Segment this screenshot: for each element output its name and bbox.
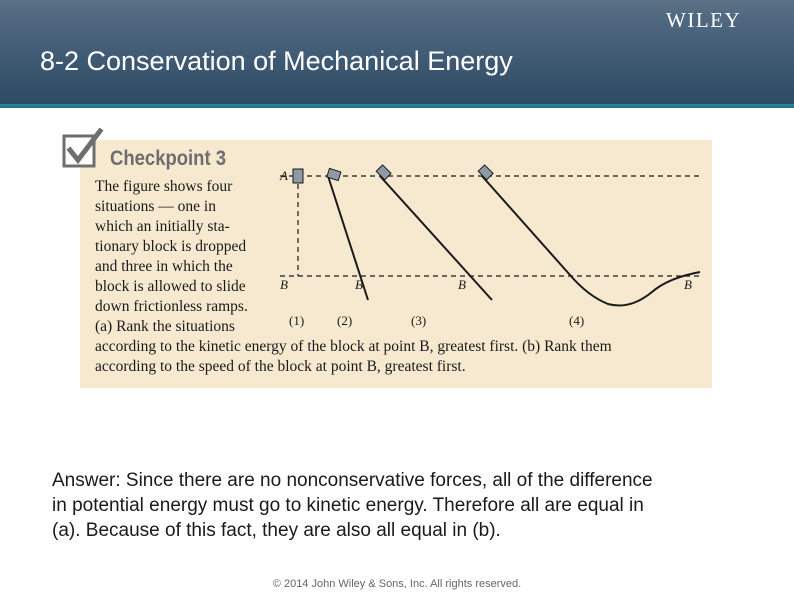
checkpoint-text-line: The figure shows four	[95, 178, 233, 195]
block-1	[293, 169, 303, 183]
checkpoint-text-line: according to the kinetic energy of the block at point B, greatest first. (b) Rank them	[95, 338, 612, 355]
wiley-logo: WILEY	[666, 8, 742, 32]
block-4	[478, 165, 493, 180]
point-b-label-1: B	[280, 277, 288, 292]
ramps-figure	[270, 160, 710, 340]
point-a-label: A	[280, 168, 288, 183]
copyright-footer: © 2014 John Wiley & Sons, Inc. All rights reserved.	[272, 578, 522, 590]
point-b-label-3: B	[458, 277, 466, 292]
checkpoint-title: Checkpoint 3	[110, 147, 227, 170]
answer-line: (a). Because of this fact, they are also all equal in (b).	[52, 520, 501, 541]
slide-title: 8-2 Conservation of Mechanical Energy	[40, 46, 513, 76]
checkpoint-text-line: which an initially sta-	[95, 218, 230, 235]
answer-line: in potential energy must go to kinetic energy. Therefore all are equal in	[52, 495, 644, 516]
situation-label-3: (3)	[411, 313, 427, 328]
answer-line: Answer: Since there are no nonconservative forces, all of the difference	[52, 470, 653, 491]
answer-text	[52, 468, 772, 543]
ramp-4	[482, 176, 700, 306]
header-rule	[0, 104, 794, 108]
checkpoint-text-line: block is allowed to slide	[95, 278, 246, 295]
checkpoint-text-line: according to the speed of the block at point B, greatest first.	[95, 358, 466, 375]
checkbox-check-icon	[62, 128, 104, 170]
checkpoint-text-line: and three in which the	[95, 258, 233, 275]
point-b-label-4: B	[684, 277, 692, 292]
point-b-label-2: B	[355, 277, 363, 292]
checkpoint-text-line: down frictionless ramps.	[95, 298, 248, 315]
ramp-3	[380, 176, 492, 300]
checkpoint-text-line: tionary block is dropped	[95, 238, 247, 255]
block-3	[376, 165, 391, 180]
situation-label-1: (1)	[289, 313, 305, 328]
checkpoint-text-line: (a) Rank the situations	[95, 318, 235, 335]
situation-label-4: (4)	[569, 313, 585, 328]
checkpoint-text-line: situations — one in	[95, 198, 216, 215]
situation-label-2: (2)	[337, 313, 353, 328]
